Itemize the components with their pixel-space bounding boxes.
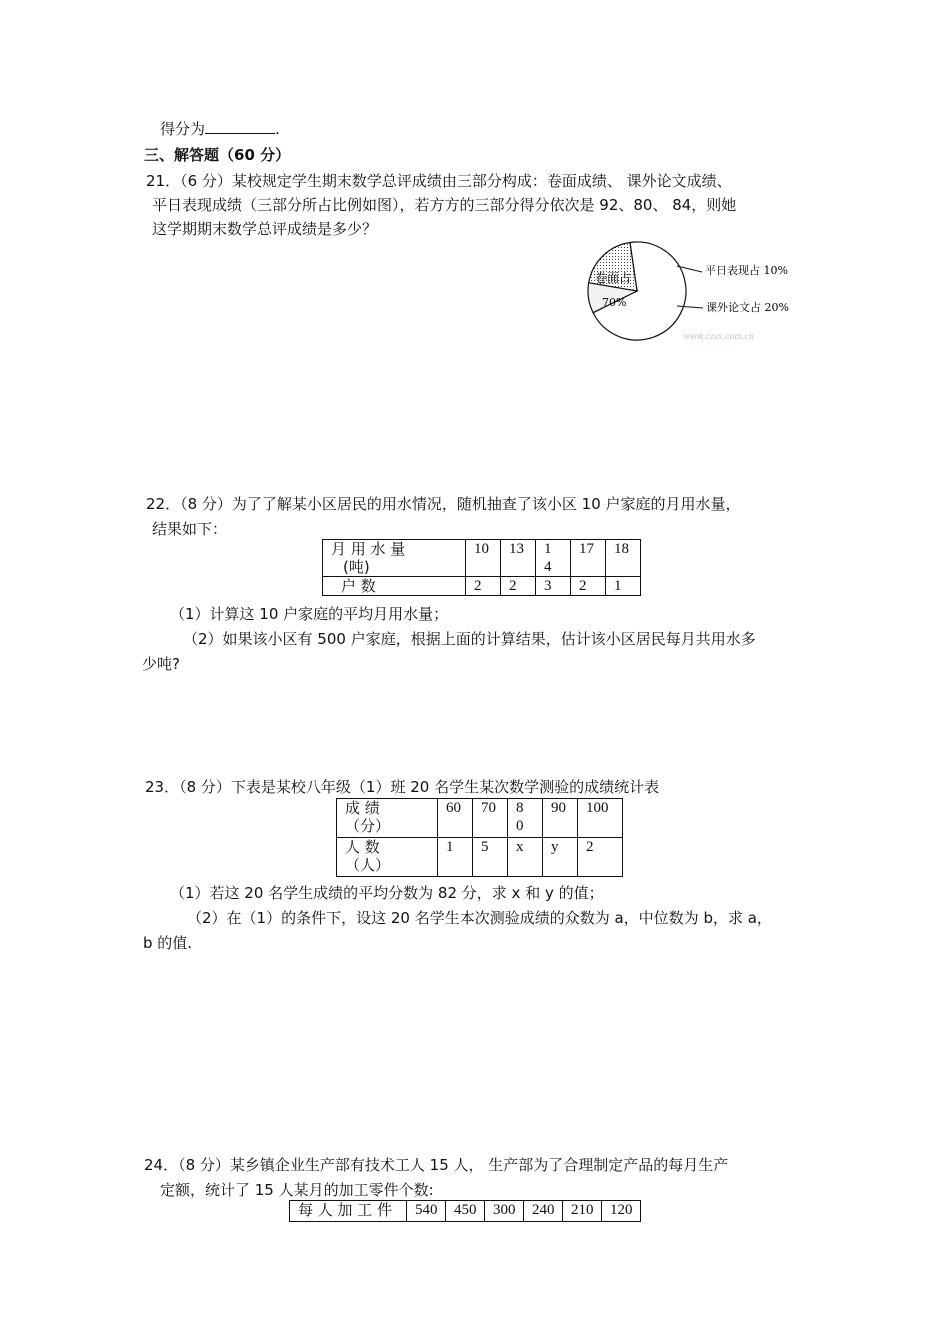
water-usage-table [322, 539, 641, 596]
q24-line2: 定额，统计了 15 人某月的加工零件个数: [160, 1181, 434, 1199]
parts-cell: 300 [485, 1201, 524, 1222]
daily-slice-label: 平日表现占 10% [705, 264, 788, 277]
water-amount-cell [536, 540, 571, 577]
water-amount-cell: 18 [606, 540, 641, 577]
q23-sub2-line1: （2）在（1）的条件下，设这 20 名学生本次测验成绩的众数为 a，中位数为 b，求 a， [187, 909, 772, 927]
exam-slice-label-1: 卷面占 [595, 271, 632, 285]
score-part: 8 [516, 800, 524, 816]
parts-cell: 450 [446, 1201, 485, 1222]
water-amount-cell: 10 [466, 540, 501, 577]
watermark-text: www.czsx.com.cn [683, 332, 755, 341]
pie-chart [585, 238, 825, 348]
q24-line1: 24．（8 分）某乡镇企业生产部有技术工人 15 人， 生产部为了合理制定产品的每月生产 [144, 1156, 729, 1174]
score-cell: 60 [438, 799, 473, 838]
parts-label: 每 人 加 工 件 [290, 1201, 407, 1222]
household-count-cell: 2 [501, 577, 536, 596]
score-part: 0 [516, 818, 524, 834]
score-label-cell [337, 799, 438, 838]
household-count-cell: 2 [571, 577, 606, 596]
q23-line1: 23．（8 分）下表是某校八年级（1）班 20 名学生某次数学测验的成绩统计表 [145, 778, 660, 796]
student-count-row [337, 838, 623, 877]
student-count-cell: 2 [578, 838, 623, 877]
q22-line2: 结果如下： [152, 520, 228, 538]
q21-line1: 21．（6 分）某校规定学生期末数学总评成绩由三部分构成：卷面成绩、 课外论文成绩、 [146, 172, 732, 190]
parts-table [289, 1200, 641, 1222]
score-label: 成 绩 [345, 799, 380, 817]
student-count-cell: 1 [438, 838, 473, 877]
parts-cell: 120 [602, 1201, 641, 1222]
q22-line1: 22．（8 分）为了了解某小区居民的用水情况，随机抽查了该小区 10 户家庭的月用水量， [146, 495, 741, 513]
q21-line3: 这学期期末数学总评成绩是多少？ [152, 220, 378, 238]
student-count-label-cell [337, 838, 438, 877]
q22-sub1: （1）计算这 10 户家庭的平均月用水量； [170, 605, 449, 623]
water-amount-part: 4 [544, 559, 552, 575]
household-count-row [323, 577, 641, 596]
pie-slices [588, 242, 686, 340]
student-count-unit: （人） [345, 856, 391, 874]
parts-cell: 240 [524, 1201, 563, 1222]
water-amount-label: 月 用 水 量 [331, 540, 406, 558]
score-cell: 100 [578, 799, 623, 838]
parts-row [290, 1201, 641, 1222]
household-count-cell: 1 [606, 577, 641, 596]
water-amount-row [323, 540, 641, 577]
parts-cell: 210 [563, 1201, 602, 1222]
section-title: 三、解答题（60 分） [144, 146, 291, 164]
household-count-cell: 2 [466, 577, 501, 596]
q23-sub1: （1）若这 20 名学生成绩的平均分数为 82 分，求 x 和 y 的值； [170, 884, 604, 902]
essay-slice-label: 课外论文占 20% [706, 301, 789, 314]
score-cell: 90 [543, 799, 578, 838]
water-amount-label-cell [323, 540, 466, 577]
q22-sub2-line1: （2）如果该小区有 500 户家庭，根据上面的计算结果，估计该小区居民每月共用水多 [183, 630, 756, 648]
score-unit: （分） [345, 817, 391, 835]
parts-cell: 540 [407, 1201, 446, 1222]
student-count-label: 人 数 [345, 838, 380, 856]
household-count-cell: 3 [536, 577, 571, 596]
answer-blank [205, 119, 275, 134]
q22-sub2-line2: 少吨? [142, 655, 180, 673]
student-count-cell: x [508, 838, 543, 877]
q23-sub2-line2: b 的值. [143, 934, 193, 952]
exam-slice-label-2: 70% [602, 296, 627, 309]
student-count-cell: 5 [473, 838, 508, 877]
student-count-cell: y [543, 838, 578, 877]
water-amount-cell: 13 [501, 540, 536, 577]
prev-answer-end: . [275, 120, 280, 138]
score-cell [508, 799, 543, 838]
prev-answer-line [160, 118, 280, 139]
water-amount-part: 1 [544, 541, 552, 557]
water-amount-unit: (吨) [343, 558, 370, 576]
score-row [337, 799, 623, 838]
q21-line2: 平日表现成绩（三部分所占比例如图），若方方的三部分得分依次是 92、80、 84，则她 [152, 196, 737, 214]
water-amount-cell: 17 [571, 540, 606, 577]
score-cell: 70 [473, 799, 508, 838]
household-count-label: 户 数 [323, 577, 466, 596]
prev-answer-text: 得分为 [160, 120, 206, 138]
score-table [336, 798, 623, 877]
